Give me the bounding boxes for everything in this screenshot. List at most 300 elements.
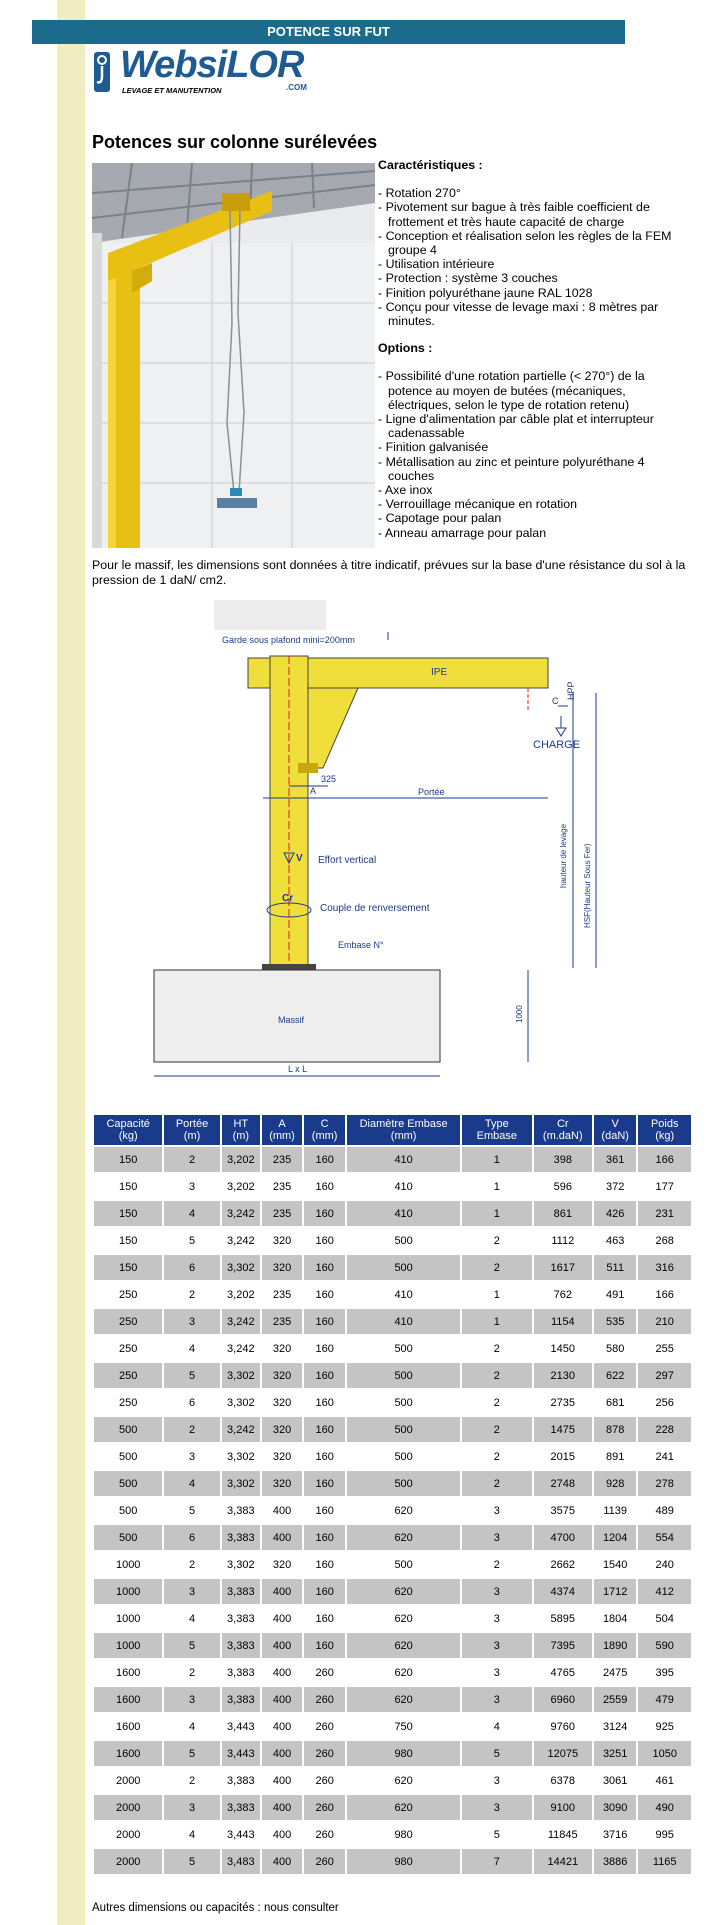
table-cell: 256: [638, 1390, 691, 1415]
table-cell: 410: [347, 1201, 460, 1226]
table-cell: 554: [638, 1525, 691, 1550]
table-header-cell: Poids (kg): [638, 1115, 691, 1145]
table-header-cell: A (mm): [262, 1115, 302, 1145]
table-cell: 1000: [94, 1633, 162, 1658]
table-cell: 3575: [534, 1498, 592, 1523]
table-cell: 235: [262, 1309, 302, 1334]
table-cell: 3: [164, 1444, 219, 1469]
table-cell: 320: [262, 1336, 302, 1361]
table-cell: 250: [94, 1363, 162, 1388]
characteristics-list: [378, 186, 678, 328]
table-cell: 1540: [594, 1552, 636, 1577]
table-cell: 3,202: [222, 1147, 260, 1172]
table-cell: 1617: [534, 1255, 592, 1280]
table-cell: 1450: [534, 1336, 592, 1361]
table-cell: 620: [347, 1795, 460, 1820]
table-cell: 3,302: [222, 1255, 260, 1280]
table-cell: 260: [304, 1714, 345, 1739]
table-cell: 1000: [94, 1579, 162, 1604]
table-cell: 6: [164, 1525, 219, 1550]
table-cell: 250: [94, 1390, 162, 1415]
table-cell: 278: [638, 1471, 691, 1496]
table-cell: 260: [304, 1741, 345, 1766]
table-cell: 3,383: [222, 1579, 260, 1604]
table-cell: 5: [164, 1363, 219, 1388]
table-cell: 500: [94, 1471, 162, 1496]
table-cell: 3: [164, 1795, 219, 1820]
table-cell: 400: [262, 1579, 302, 1604]
table-cell: 250: [94, 1336, 162, 1361]
table-row: [94, 1687, 691, 1712]
table-header-cell: Diamètre Embase (mm): [347, 1115, 460, 1145]
table-cell: 320: [262, 1255, 302, 1280]
table-cell: 160: [304, 1228, 345, 1253]
table-cell: 410: [347, 1147, 460, 1172]
table-cell: 1: [462, 1147, 532, 1172]
table-cell: 3,302: [222, 1390, 260, 1415]
table-cell: 5: [462, 1822, 532, 1847]
table-cell: 4: [164, 1606, 219, 1631]
logo-com: .COM: [286, 83, 307, 92]
table-cell: 3: [462, 1579, 532, 1604]
table-row: [94, 1768, 691, 1793]
table-cell: 400: [262, 1768, 302, 1793]
table-cell: 500: [94, 1498, 162, 1523]
table-cell: 14421: [534, 1849, 592, 1874]
table-row: [94, 1309, 691, 1334]
table-cell: 500: [347, 1255, 460, 1280]
table-cell: 3: [164, 1579, 219, 1604]
table-cell: 620: [347, 1606, 460, 1631]
table-cell: 489: [638, 1498, 691, 1523]
table-row: [94, 1228, 691, 1253]
table-cell: 5: [164, 1498, 219, 1523]
table-cell: 1000: [94, 1552, 162, 1577]
table-cell: 3: [462, 1768, 532, 1793]
table-cell: 160: [304, 1417, 345, 1442]
table-cell: 1154: [534, 1309, 592, 1334]
page-header-bar: [32, 20, 625, 44]
table-cell: 297: [638, 1363, 691, 1388]
table-cell: 400: [262, 1795, 302, 1820]
table-cell: 4700: [534, 1525, 592, 1550]
table-cell: 620: [347, 1768, 460, 1793]
table-cell: 160: [304, 1201, 345, 1226]
table-cell: 166: [638, 1147, 691, 1172]
table-cell: 4: [164, 1201, 219, 1226]
table-cell: 4374: [534, 1579, 592, 1604]
table-row: [94, 1552, 691, 1577]
table-cell: 160: [304, 1552, 345, 1577]
table-cell: 400: [262, 1525, 302, 1550]
table-cell: 500: [347, 1390, 460, 1415]
table-cell: 5: [462, 1741, 532, 1766]
table-cell: 3886: [594, 1849, 636, 1874]
table-cell: 2: [164, 1768, 219, 1793]
footer-note: Autres dimensions ou capacités : nous consulter: [92, 1902, 339, 1914]
table-cell: 5: [164, 1849, 219, 1874]
table-cell: 6960: [534, 1687, 592, 1712]
table-cell: 9760: [534, 1714, 592, 1739]
table-cell: 3,383: [222, 1660, 260, 1685]
table-cell: 3,383: [222, 1498, 260, 1523]
table-cell: 500: [94, 1417, 162, 1442]
table-row: [94, 1606, 691, 1631]
table-cell: 2000: [94, 1822, 162, 1847]
table-cell: 320: [262, 1471, 302, 1496]
table-cell: 160: [304, 1363, 345, 1388]
table-cell: 500: [347, 1336, 460, 1361]
table-cell: 2748: [534, 1471, 592, 1496]
table-cell: 320: [262, 1417, 302, 1442]
table-cell: 3,202: [222, 1174, 260, 1199]
table-cell: 4: [164, 1471, 219, 1496]
table-row: [94, 1849, 691, 1874]
hsf-label: HSF(Hauteur Sous Fer): [583, 843, 592, 928]
table-cell: 3,242: [222, 1201, 260, 1226]
table-row: [94, 1255, 691, 1280]
table-cell: 320: [262, 1444, 302, 1469]
table-cell: 400: [262, 1498, 302, 1523]
table-cell: 980: [347, 1741, 460, 1766]
table-cell: 150: [94, 1228, 162, 1253]
page-title: Potences sur colonne surélevées: [92, 132, 378, 152]
table-cell: 410: [347, 1282, 460, 1307]
table-cell: 12075: [534, 1741, 592, 1766]
table-cell: 250: [94, 1282, 162, 1307]
table-cell: 1890: [594, 1633, 636, 1658]
table-cell: 160: [304, 1606, 345, 1631]
table-cell: 11845: [534, 1822, 592, 1847]
table-cell: 750: [347, 1714, 460, 1739]
table-cell: 235: [262, 1174, 302, 1199]
table-cell: 500: [94, 1525, 162, 1550]
table-cell: 500: [347, 1417, 460, 1442]
table-cell: 3,383: [222, 1768, 260, 1793]
table-cell: 410: [347, 1174, 460, 1199]
list-item: - Axe inox: [378, 483, 678, 497]
table-cell: 891: [594, 1444, 636, 1469]
table-cell: 3,242: [222, 1309, 260, 1334]
table-cell: 2: [164, 1660, 219, 1685]
table-header-cell: Portée (m): [164, 1115, 219, 1145]
table-cell: 504: [638, 1606, 691, 1631]
portee-label: Portée: [418, 787, 445, 797]
options-heading: Options :: [378, 341, 433, 356]
table-cell: 228: [638, 1417, 691, 1442]
table-header-cell: Cr (m.daN): [534, 1115, 592, 1145]
table-cell: 620: [347, 1633, 460, 1658]
table-cell: 3,202: [222, 1282, 260, 1307]
table-cell: 3,383: [222, 1633, 260, 1658]
table-cell: 7: [462, 1849, 532, 1874]
table-cell: 2: [462, 1471, 532, 1496]
table-cell: 878: [594, 1417, 636, 1442]
table-cell: 160: [304, 1147, 345, 1172]
table-cell: 166: [638, 1282, 691, 1307]
table-cell: 980: [347, 1849, 460, 1874]
table-cell: 400: [262, 1606, 302, 1631]
table-cell: 160: [304, 1525, 345, 1550]
list-item: - Protection : système 3 couches: [378, 271, 678, 285]
table-cell: 1600: [94, 1660, 162, 1685]
table-cell: 681: [594, 1390, 636, 1415]
massif-label: Massif: [278, 1015, 305, 1025]
ipe-label: IPE: [431, 667, 448, 678]
table-cell: 762: [534, 1282, 592, 1307]
table-cell: 3: [462, 1525, 532, 1550]
table-cell: 6378: [534, 1768, 592, 1793]
table-cell: 4: [164, 1822, 219, 1847]
logo-tagline: LEVAGE ET MANUTENTION: [122, 86, 222, 95]
table-cell: 535: [594, 1309, 636, 1334]
table-cell: 3: [164, 1174, 219, 1199]
table-cell: 2: [462, 1390, 532, 1415]
table-cell: 3090: [594, 1795, 636, 1820]
table-cell: 500: [347, 1444, 460, 1469]
table-cell: 1: [462, 1201, 532, 1226]
table-row: [94, 1579, 691, 1604]
table-cell: 400: [262, 1633, 302, 1658]
table-cell: 3: [164, 1309, 219, 1334]
table-cell: 1: [462, 1309, 532, 1334]
table-cell: 3: [462, 1795, 532, 1820]
table-cell: 410: [347, 1309, 460, 1334]
table-cell: 596: [534, 1174, 592, 1199]
table-cell: 3061: [594, 1768, 636, 1793]
list-item: - Possibilité d'une rotation partielle (< 270°) de la potence au moyen de butées (mécaniques, électriques, selon le type de rotation retenu): [378, 369, 678, 412]
hook-icon: [92, 50, 112, 94]
table-cell: 1: [462, 1282, 532, 1307]
table-cell: 3,443: [222, 1714, 260, 1739]
table-cell: 1475: [534, 1417, 592, 1442]
table-cell: 2475: [594, 1660, 636, 1685]
table-header-cell: HT (m): [222, 1115, 260, 1145]
table-cell: 160: [304, 1390, 345, 1415]
table-cell: 500: [94, 1444, 162, 1469]
table-cell: 500: [347, 1363, 460, 1388]
table-cell: 2: [462, 1552, 532, 1577]
table-cell: 3,383: [222, 1795, 260, 1820]
table-cell: 260: [304, 1849, 345, 1874]
table-row: [94, 1282, 691, 1307]
table-cell: 4765: [534, 1660, 592, 1685]
table-cell: 2: [462, 1417, 532, 1442]
table-cell: 620: [347, 1525, 460, 1550]
table-cell: 5: [164, 1741, 219, 1766]
table-cell: 160: [304, 1471, 345, 1496]
table-header-row: [94, 1115, 691, 1145]
table-cell: 3,302: [222, 1444, 260, 1469]
table-cell: 1204: [594, 1525, 636, 1550]
list-item: - Anneau amarrage pour palan: [378, 526, 678, 540]
table-cell: 7395: [534, 1633, 592, 1658]
table-cell: 400: [262, 1714, 302, 1739]
table-cell: 316: [638, 1255, 691, 1280]
table-cell: 2: [462, 1444, 532, 1469]
table-cell: 3: [462, 1687, 532, 1712]
table-cell: 3251: [594, 1741, 636, 1766]
table-cell: 3: [462, 1606, 532, 1631]
table-cell: 361: [594, 1147, 636, 1172]
features-panel: [378, 158, 678, 540]
table-cell: 235: [262, 1147, 302, 1172]
hauteur-label: hauteur de levage: [559, 823, 568, 888]
list-item: - Capotage pour palan: [378, 511, 678, 525]
table-cell: 3,383: [222, 1606, 260, 1631]
d325-label: 325: [321, 774, 337, 784]
table-cell: 3,483: [222, 1849, 260, 1874]
list-item: - Finition galvanisée: [378, 440, 678, 454]
table-cell: 400: [262, 1687, 302, 1712]
table-cell: 2000: [94, 1795, 162, 1820]
table-cell: 3124: [594, 1714, 636, 1739]
table-cell: 395: [638, 1660, 691, 1685]
table-cell: 620: [347, 1498, 460, 1523]
table-cell: 372: [594, 1174, 636, 1199]
table-cell: 1000: [94, 1606, 162, 1631]
table-cell: 320: [262, 1390, 302, 1415]
table-cell: 4: [164, 1336, 219, 1361]
table-cell: 177: [638, 1174, 691, 1199]
table-cell: 3: [462, 1660, 532, 1685]
table-row: [94, 1336, 691, 1361]
left-decorative-stripe: [57, 0, 85, 1925]
table-header-cell: C (mm): [304, 1115, 345, 1145]
c-label: C: [552, 696, 559, 706]
table-cell: 490: [638, 1795, 691, 1820]
table-cell: 2015: [534, 1444, 592, 1469]
table-cell: 150: [94, 1174, 162, 1199]
table-body: [94, 1147, 691, 1874]
table-cell: 5895: [534, 1606, 592, 1631]
list-item: - Conception et réalisation selon les règles de la FEM groupe 4: [378, 229, 678, 257]
websilor-logo[interactable]: [90, 44, 320, 98]
table-cell: 241: [638, 1444, 691, 1469]
table-cell: 398: [534, 1147, 592, 1172]
table-cell: 3,242: [222, 1336, 260, 1361]
table-cell: 3: [462, 1498, 532, 1523]
table-cell: 400: [262, 1849, 302, 1874]
table-cell: 2: [164, 1147, 219, 1172]
table-cell: 2662: [534, 1552, 592, 1577]
table-cell: 160: [304, 1444, 345, 1469]
table-cell: 160: [304, 1309, 345, 1334]
table-cell: 160: [304, 1174, 345, 1199]
table-cell: 1804: [594, 1606, 636, 1631]
d1000-label: 1000: [515, 1005, 524, 1023]
table-cell: 861: [534, 1201, 592, 1226]
table-row: [94, 1147, 691, 1172]
table-cell: 250: [94, 1309, 162, 1334]
table-cell: 620: [347, 1579, 460, 1604]
table-cell: 1112: [534, 1228, 592, 1253]
table-cell: 240: [638, 1552, 691, 1577]
table-cell: 400: [262, 1822, 302, 1847]
table-row: [94, 1795, 691, 1820]
table-cell: 160: [304, 1255, 345, 1280]
table-cell: 461: [638, 1768, 691, 1793]
table-cell: 463: [594, 1228, 636, 1253]
table-cell: 3,302: [222, 1471, 260, 1496]
table-cell: 925: [638, 1714, 691, 1739]
list-item: - Utilisation intérieure: [378, 257, 678, 271]
table-cell: 2: [164, 1417, 219, 1442]
table-cell: 2130: [534, 1363, 592, 1388]
table-cell: 260: [304, 1822, 345, 1847]
table-cell: 2: [164, 1552, 219, 1577]
table-cell: 255: [638, 1336, 691, 1361]
table-cell: 2: [462, 1336, 532, 1361]
table-cell: 160: [304, 1498, 345, 1523]
list-item: - Pivotement sur bague à très faible coefficient de frottement et très haute capacité de charge: [378, 200, 678, 228]
table-cell: 320: [262, 1228, 302, 1253]
logo-wordmark: WebsiLOR: [120, 44, 304, 86]
table-cell: 160: [304, 1633, 345, 1658]
table-row: [94, 1471, 691, 1496]
hpp-label: HPP: [566, 681, 576, 700]
spec-table: [92, 1113, 693, 1876]
table-row: [94, 1660, 691, 1685]
charge-label: CHARGE: [533, 739, 581, 751]
table-row: [94, 1714, 691, 1739]
table-cell: 260: [304, 1795, 345, 1820]
table-cell: 235: [262, 1282, 302, 1307]
table-cell: 260: [304, 1687, 345, 1712]
crane-dimension-diagram: [148, 598, 621, 1098]
table-cell: 260: [304, 1768, 345, 1793]
list-item: - Métallisation au zinc et peinture polyuréthane 4 couches: [378, 455, 678, 483]
table-cell: 3,302: [222, 1363, 260, 1388]
list-item: - Conçu pour vitesse de levage maxi : 8 mètres par minutes.: [378, 300, 678, 328]
table-cell: 500: [347, 1228, 460, 1253]
table-cell: 580: [594, 1336, 636, 1361]
table-cell: 235: [262, 1201, 302, 1226]
table-cell: 3,383: [222, 1525, 260, 1550]
table-cell: 5: [164, 1633, 219, 1658]
table-cell: 9100: [534, 1795, 592, 1820]
table-cell: 479: [638, 1687, 691, 1712]
table-row: [94, 1741, 691, 1766]
table-cell: 1600: [94, 1714, 162, 1739]
table-cell: 3,383: [222, 1687, 260, 1712]
table-cell: 6: [164, 1255, 219, 1280]
page-header-title: POTENCE SUR FUT: [267, 24, 390, 39]
characteristics-heading: Caractéristiques :: [378, 158, 483, 172]
table-cell: 412: [638, 1579, 691, 1604]
table-cell: 995: [638, 1822, 691, 1847]
table-cell: 260: [304, 1660, 345, 1685]
lxl-label: L x L: [288, 1064, 308, 1074]
table-cell: 1600: [94, 1741, 162, 1766]
table-cell: 1165: [638, 1849, 691, 1874]
table-cell: 268: [638, 1228, 691, 1253]
table-row: [94, 1174, 691, 1199]
table-cell: 3: [462, 1633, 532, 1658]
table-row: [94, 1417, 691, 1442]
table-cell: 1600: [94, 1687, 162, 1712]
options-list: [378, 369, 678, 539]
table-cell: 3,242: [222, 1228, 260, 1253]
table-cell: 2: [462, 1228, 532, 1253]
table-cell: 6: [164, 1390, 219, 1415]
crane-photo: [92, 163, 375, 548]
table-cell: 1139: [594, 1498, 636, 1523]
table-cell: 3,242: [222, 1417, 260, 1442]
table-row: [94, 1363, 691, 1388]
table-cell: 400: [262, 1741, 302, 1766]
table-cell: 2559: [594, 1687, 636, 1712]
